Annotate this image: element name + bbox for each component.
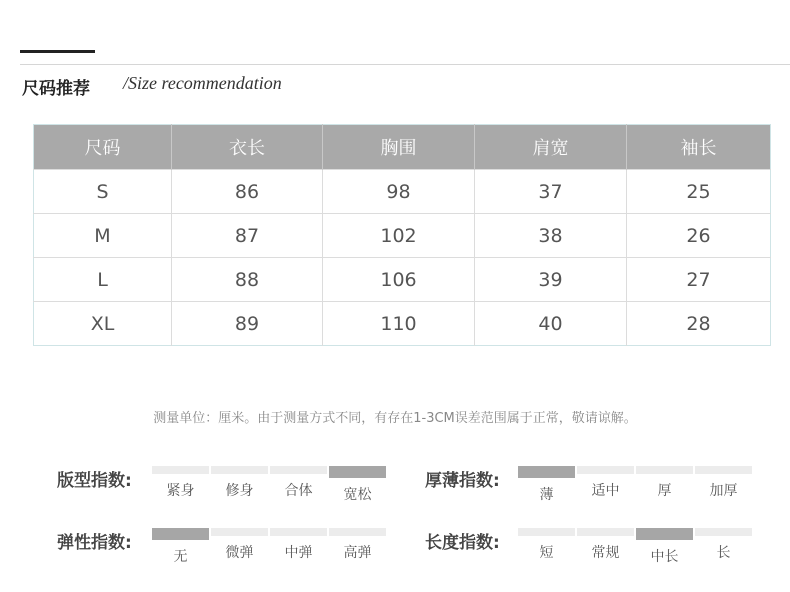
index-option-label: 紧身 xyxy=(166,483,195,499)
index-bar xyxy=(270,528,327,536)
index-bar xyxy=(329,466,386,478)
table-cell: 98 xyxy=(323,170,475,214)
table-row xyxy=(34,302,771,346)
index-option xyxy=(152,528,209,566)
table-cell: 38 xyxy=(475,214,627,258)
index-option-label: 高弹 xyxy=(343,545,372,561)
size-table xyxy=(33,124,771,346)
index-option xyxy=(577,528,634,566)
index-option xyxy=(211,466,268,504)
table-cell: XL xyxy=(34,302,172,346)
section-subtitle: /Size recommendation xyxy=(123,73,282,93)
index-option-label: 微弹 xyxy=(225,545,254,561)
index-option xyxy=(577,466,634,504)
index-option xyxy=(518,466,575,504)
index-bar xyxy=(695,528,752,536)
index-option xyxy=(695,528,752,566)
index-bar xyxy=(211,466,268,474)
measurement-note: 测量单位：厘米。由于测量方式不同，有存在1-3CM误差范围属于正常，敬请谅解。 xyxy=(153,411,637,426)
column-header: 肩宽 xyxy=(475,125,627,170)
table-cell: 106 xyxy=(323,258,475,302)
index-option-label: 适中 xyxy=(591,483,620,499)
index-option-label: 中长 xyxy=(650,549,679,565)
index-bar xyxy=(152,528,209,540)
index-bar xyxy=(518,528,575,536)
table-cell: 37 xyxy=(475,170,627,214)
length-index-label: 长度指数: xyxy=(425,533,500,553)
index-bar xyxy=(329,528,386,536)
table-cell: 102 xyxy=(323,214,475,258)
table-cell: 28 xyxy=(627,302,771,346)
index-option-label: 合体 xyxy=(284,483,313,499)
index-option-label: 常规 xyxy=(591,545,620,561)
table-cell: 40 xyxy=(475,302,627,346)
table-row xyxy=(34,214,771,258)
section-title: 尺码推荐 xyxy=(22,79,90,99)
table-cell: 86 xyxy=(172,170,323,214)
index-option-label: 薄 xyxy=(539,487,554,503)
thickness-index-scale xyxy=(518,466,752,504)
thickness-index-label: 厚薄指数: xyxy=(425,471,500,491)
table-row xyxy=(34,258,771,302)
index-bar xyxy=(636,528,693,540)
column-header: 衣长 xyxy=(172,125,323,170)
index-option xyxy=(152,466,209,504)
column-header: 袖长 xyxy=(627,125,771,170)
table-cell: 87 xyxy=(172,214,323,258)
fit-index-label: 版型指数: xyxy=(57,471,132,491)
fit-index-scale xyxy=(152,466,386,504)
table-cell: 25 xyxy=(627,170,771,214)
table-cell: 39 xyxy=(475,258,627,302)
index-option-label: 厚 xyxy=(657,483,672,499)
index-bar xyxy=(577,528,634,536)
table-cell: 27 xyxy=(627,258,771,302)
index-option-label: 宽松 xyxy=(343,487,372,503)
index-option-label: 短 xyxy=(539,545,554,561)
index-option xyxy=(270,466,327,504)
header-divider xyxy=(20,64,790,65)
table-cell: M xyxy=(34,214,172,258)
index-option xyxy=(518,528,575,566)
table-header-row xyxy=(34,125,771,170)
index-bar xyxy=(695,466,752,474)
index-option xyxy=(329,528,386,566)
table-cell: S xyxy=(34,170,172,214)
header-accent-line xyxy=(20,50,95,53)
index-option xyxy=(636,466,693,504)
index-option xyxy=(211,528,268,566)
index-option xyxy=(695,466,752,504)
index-bar xyxy=(518,466,575,478)
elasticity-index-label: 弹性指数: xyxy=(57,533,132,553)
length-index-scale xyxy=(518,528,752,566)
table-cell: 88 xyxy=(172,258,323,302)
table-cell: 89 xyxy=(172,302,323,346)
index-option xyxy=(270,528,327,566)
table-row xyxy=(34,170,771,214)
table-cell: 110 xyxy=(323,302,475,346)
index-bar xyxy=(270,466,327,474)
table-cell: 26 xyxy=(627,214,771,258)
index-option-label: 长 xyxy=(716,545,731,561)
index-bar xyxy=(211,528,268,536)
index-option-label: 加厚 xyxy=(709,483,738,499)
index-option-label: 无 xyxy=(173,549,188,565)
index-option xyxy=(636,528,693,566)
column-header: 胸围 xyxy=(323,125,475,170)
table-cell: L xyxy=(34,258,172,302)
index-option-label: 修身 xyxy=(225,483,254,499)
index-option xyxy=(329,466,386,504)
index-bar xyxy=(577,466,634,474)
index-option-label: 中弹 xyxy=(284,545,313,561)
index-bar xyxy=(152,466,209,474)
index-bar xyxy=(636,466,693,474)
column-header: 尺码 xyxy=(34,125,172,170)
elasticity-index-scale xyxy=(152,528,386,566)
